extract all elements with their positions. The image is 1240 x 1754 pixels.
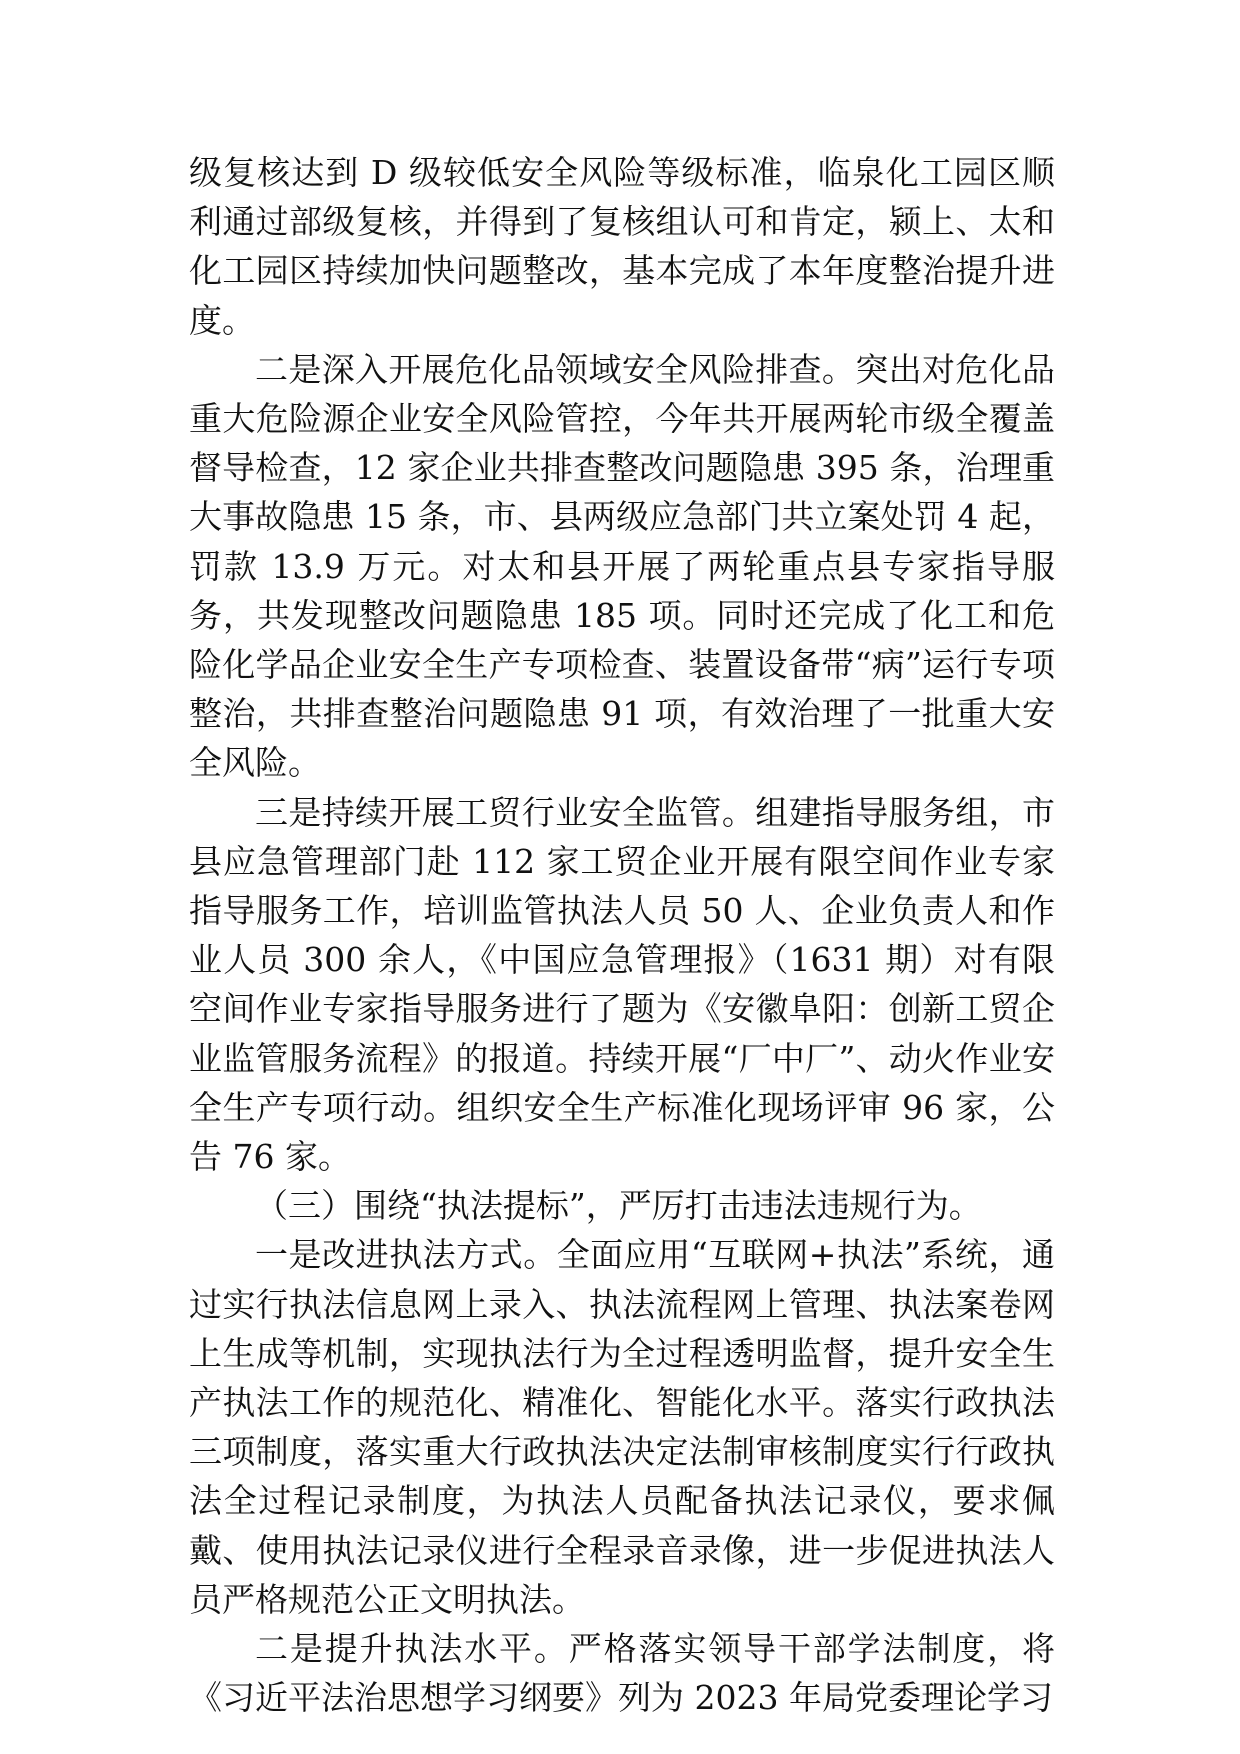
paragraph-enforcement-methods: 一是改进执法方式。全面应用“互联网+执法”系统，通过实行执法信息网上录入、执法流程网上管理、执法案卷网上生成等机制，实现执法行为全过程透明监督，提升安全生产执法工作的规范化、精准化、智能化水平。落实行政执法三项制度，落实重大行政执法决定法制审核制度实行行政执法全过程记录制度，为执法人员配备执法记录仪，要求佩戴、使用执法记录仪进行全程录音录像，进一步促进执法人员严格规范公正文明执法。 <box>189 1235 1055 1619</box>
paragraph-continuation: 级复核达到 D 级较低安全风险等级标准，临泉化工园区顺利通过部级复核，并得到了复核组认可和肯定，颍上、太和化工园区持续加快问题整改，基本完成了本年度整治提升进度。 <box>189 153 1055 340</box>
section-heading-enforcement: （三）围绕“执法提标”，严厉打击违法违规行为。 <box>255 1186 982 1226</box>
paragraph-industry-trade: 三是持续开展工贸行业安全监管。组建指导服务组，市县应急管理部门赴 112 家工贸企业开展有限空间作业专家指导服务工作，培训监管执法人员 50 人、企业负责人和作业人员 300 余人，《中国应急管理报》（1631 期）对有限空间作业专家指导服务进行了题为《安徽阜阳：创新工贸企业监管服务流程》的报道。持续开展“厂中厂”、动火作业安全生产专项行动。组织安全生产标准化现场评审 96 家，公告 76 家。 <box>189 792 1055 1177</box>
document-page <box>189 148 1055 1723</box>
paragraph-enforcement-level: 二是提升执法水平。严格落实领导干部学法制度，将《习近平法治思想学习纲要》列为 2023 年局党委理论学习 <box>189 1629 1055 1718</box>
paragraph-hazardous-chemicals: 二是深入开展危化品领域安全风险排查。突出对危化品重大危险源企业安全风险管控，今年共开展两轮市级全覆盖督导检查，12 家企业共排查整改问题隐患 395 条，治理重大事故隐患 15 条，市、县两级应急部门共立案处罚 4 起，罚款 13.9 万元。对太和县开展了两轮重点县专家指导服务，共发现整改问题隐患 185 项。同时还完成了化工和危险化学品企业安全生产专项检查、装置设备带“病”运行专项整治，共排查整治问题隐患 91 项，有效治理了一批重大安全风险。 <box>189 349 1055 783</box>
